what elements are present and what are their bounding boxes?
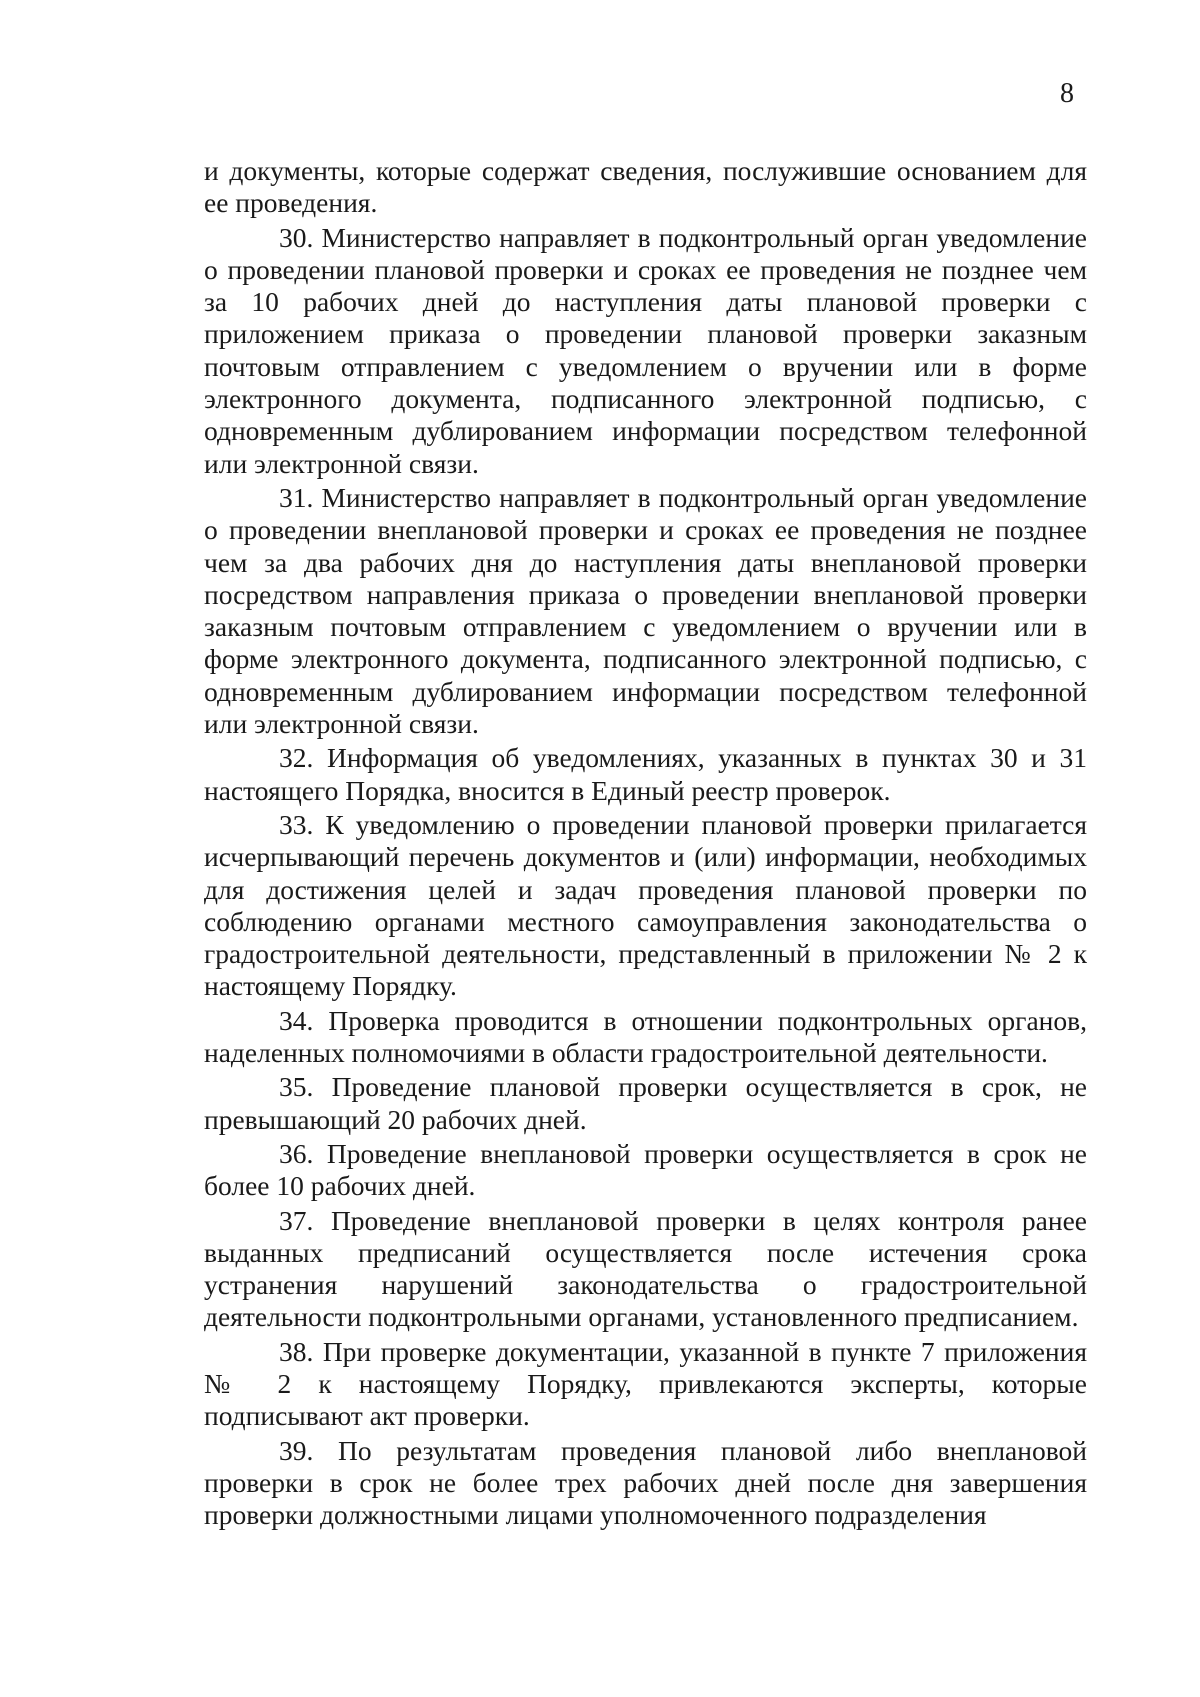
paragraph-34: 34. Проверка проводится в отношении подконтрольных органов, наделенных полномочиями в области градостроительной деятельности. bbox=[204, 1004, 1087, 1069]
document-body bbox=[204, 155, 1087, 1531]
paragraph-32: 32. Информация об уведомлениях, указанных в пунктах 30 и 31 настоящего Порядка, вносится в Единый реестр проверок. bbox=[204, 742, 1087, 806]
paragraph-35: 35. Проведение плановой проверки осуществляется в срок, не превышающий 20 рабочих дней. bbox=[204, 1071, 1087, 1135]
paragraph-36: 36. Проведение внеплановой проверки осуществляется в срок не более 10 рабочих дней. bbox=[204, 1137, 1087, 1202]
page-number: 8 bbox=[1060, 78, 1074, 109]
paragraph-31: 31. Министерство направляет в подконтрольный орган уведомление о проведении внеплановой проверки и сроках ее проведения не позднее чем за два рабочих дня до наступления даты внеплановой проверки посредством направления приказа о проведении внеплановой проверки заказным почтовым отправлением с уведомлением о вручении или в форме электронного документа, подписанного электронной подписью, с одновременным дублированием информации посредством телефонной или электронной связи. bbox=[204, 481, 1087, 740]
paragraph-33: 33. К уведомлению о проведении плановой проверки прилагается исчерпывающий перечень документов и (или) информации, необходимых для достижения целей и задач проведения плановой проверки по соблюдению органами местного самоуправления законодательства о градостроительной деятельности, представленный в приложении № 2 к настоящему Порядку. bbox=[204, 808, 1087, 1002]
paragraph-37: 37. Проведение внеплановой проверки в целях контроля ранее выданных предписаний осуществляется после истечения срока устранения нарушений законодательства о градостроительной деятельности подконтрольными органами, установленного предписанием. bbox=[204, 1204, 1087, 1333]
paragraph-continuation: и документы, которые содержат сведения, послужившие основанием для ее проведения. bbox=[204, 155, 1087, 219]
paragraph-30: 30. Министерство направляет в подконтрольный орган уведомление о проведении плановой проверки и сроках ее проведения не позднее чем за 10 рабочих дней до наступления даты плановой проверки с приложением приказа о проведении плановой проверки заказным почтовым отправлением с уведомлением о вручении или в форме электронного документа, подписанного электронной подписью, с одновременным дублированием информации посредством телефонной или электронной связи. bbox=[204, 221, 1087, 479]
paragraph-38: 38. При проверке документации, указанной в пункте 7 приложения № 2 к настоящему Порядку, привлекаются эксперты, которые подписывают акт проверки. bbox=[204, 1335, 1087, 1432]
paragraph-39: 39. По результатам проведения плановой либо внеплановой проверки в срок не более трех рабочих дней после дня завершения проверки должностными лицами уполномоченного подразделения bbox=[204, 1434, 1087, 1531]
